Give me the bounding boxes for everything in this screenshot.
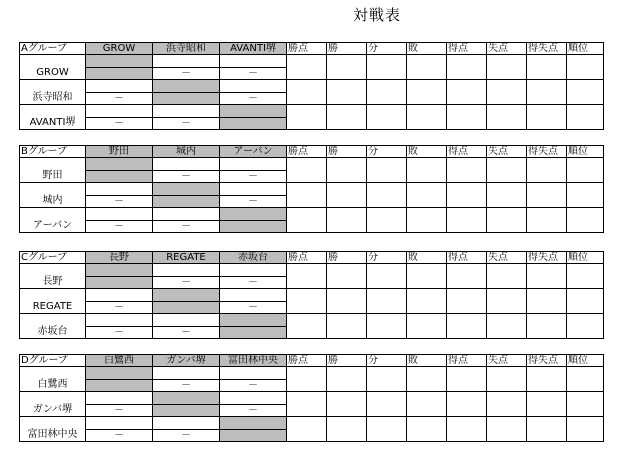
self-match-cell bbox=[220, 327, 287, 339]
stat-cell bbox=[567, 208, 604, 233]
stat-cell bbox=[487, 314, 527, 339]
team-row bbox=[20, 367, 604, 380]
self-match-cell bbox=[86, 55, 153, 68]
stat-cell bbox=[287, 392, 327, 417]
column-team-name: REGATE bbox=[153, 252, 220, 264]
self-match-cell bbox=[86, 158, 153, 171]
stat-cell bbox=[367, 105, 407, 130]
stat-cell bbox=[367, 314, 407, 339]
team-row bbox=[20, 392, 604, 405]
stat-cell bbox=[407, 264, 447, 289]
stat-header: 勝点 bbox=[287, 146, 327, 158]
score-dash: － bbox=[220, 405, 287, 417]
stat-cell bbox=[287, 208, 327, 233]
self-match-cell bbox=[153, 80, 220, 93]
stat-cell bbox=[487, 105, 527, 130]
stat-header: 勝点 bbox=[287, 43, 327, 55]
group-table bbox=[19, 42, 604, 130]
column-team-name: 白鷺西 bbox=[86, 355, 153, 367]
stat-cell bbox=[327, 208, 367, 233]
stat-header: 分 bbox=[367, 43, 407, 55]
stat-cell bbox=[447, 183, 487, 208]
stat-cell bbox=[527, 367, 567, 392]
stat-cell bbox=[407, 80, 447, 105]
self-match-cell bbox=[86, 277, 153, 289]
stat-header: 敗 bbox=[407, 355, 447, 367]
stat-cell bbox=[327, 289, 367, 314]
group-header-row bbox=[20, 43, 604, 55]
score-cell bbox=[153, 208, 220, 221]
self-match-cell bbox=[153, 289, 220, 302]
score-dash: － bbox=[220, 171, 287, 183]
stat-cell bbox=[567, 367, 604, 392]
row-team-name: 白鷺西 bbox=[20, 367, 86, 392]
score-dash: － bbox=[86, 93, 153, 105]
score-dash: － bbox=[153, 68, 220, 80]
title-area bbox=[0, 0, 621, 30]
score-cell bbox=[220, 80, 287, 93]
stat-header: 勝点 bbox=[287, 355, 327, 367]
score-cell bbox=[153, 417, 220, 430]
stat-header: 得点 bbox=[447, 355, 487, 367]
row-team-name: 浜寺昭和 bbox=[20, 80, 86, 105]
row-team-name: GROW bbox=[20, 55, 86, 80]
stat-header: 失点 bbox=[487, 355, 527, 367]
stat-header: 敗 bbox=[407, 43, 447, 55]
team-row bbox=[20, 208, 604, 221]
score-cell bbox=[220, 183, 287, 196]
stat-cell bbox=[527, 183, 567, 208]
score-dash: － bbox=[153, 277, 220, 289]
stat-cell bbox=[447, 264, 487, 289]
score-dash: － bbox=[86, 221, 153, 233]
stat-cell bbox=[527, 80, 567, 105]
score-cell bbox=[153, 264, 220, 277]
stat-cell bbox=[447, 367, 487, 392]
score-dash: － bbox=[220, 93, 287, 105]
stat-cell bbox=[287, 158, 327, 183]
stat-cell bbox=[487, 208, 527, 233]
score-dash: － bbox=[153, 327, 220, 339]
stat-cell bbox=[567, 314, 604, 339]
stat-header: 敗 bbox=[407, 252, 447, 264]
stat-header: 勝 bbox=[327, 252, 367, 264]
score-dash: － bbox=[153, 171, 220, 183]
group-label: Bグループ bbox=[20, 146, 86, 158]
row-team-name: 城内 bbox=[20, 183, 86, 208]
stat-cell bbox=[447, 158, 487, 183]
column-team-name: 赤坂台 bbox=[220, 252, 287, 264]
stat-header: 得失点 bbox=[527, 252, 567, 264]
self-match-cell bbox=[86, 264, 153, 277]
self-match-cell bbox=[153, 392, 220, 405]
stat-cell bbox=[527, 208, 567, 233]
stat-cell bbox=[527, 264, 567, 289]
stat-cell bbox=[327, 80, 367, 105]
self-match-cell bbox=[220, 221, 287, 233]
stat-cell bbox=[527, 55, 567, 80]
self-match-cell bbox=[220, 430, 287, 442]
score-cell bbox=[86, 289, 153, 302]
self-match-cell bbox=[86, 367, 153, 380]
stat-cell bbox=[327, 105, 367, 130]
stat-cell bbox=[287, 417, 327, 442]
stat-header: 分 bbox=[367, 355, 407, 367]
team-row bbox=[20, 289, 604, 302]
column-team-name: 長野 bbox=[86, 252, 153, 264]
self-match-cell bbox=[86, 68, 153, 80]
stat-cell bbox=[487, 55, 527, 80]
team-row bbox=[20, 417, 604, 430]
stat-cell bbox=[487, 367, 527, 392]
stat-cell bbox=[327, 55, 367, 80]
stat-cell bbox=[327, 392, 367, 417]
stat-cell bbox=[527, 314, 567, 339]
stat-header: 失点 bbox=[487, 43, 527, 55]
stat-header: 勝 bbox=[327, 146, 367, 158]
score-cell bbox=[153, 158, 220, 171]
score-cell bbox=[153, 367, 220, 380]
row-team-name: 赤坂台 bbox=[20, 314, 86, 339]
column-team-name: 城内 bbox=[153, 146, 220, 158]
team-row bbox=[20, 158, 604, 171]
column-team-name: GROW bbox=[86, 43, 153, 55]
stat-cell bbox=[447, 289, 487, 314]
score-dash: － bbox=[153, 221, 220, 233]
stat-cell bbox=[367, 417, 407, 442]
stat-cell bbox=[567, 105, 604, 130]
score-cell bbox=[220, 392, 287, 405]
stat-header: 得点 bbox=[447, 146, 487, 158]
stat-cell bbox=[447, 80, 487, 105]
team-row bbox=[20, 105, 604, 118]
stat-cell bbox=[287, 314, 327, 339]
team-row bbox=[20, 183, 604, 196]
score-dash: － bbox=[220, 380, 287, 392]
score-dash: － bbox=[86, 430, 153, 442]
stat-cell bbox=[447, 314, 487, 339]
stat-cell bbox=[487, 289, 527, 314]
score-dash: － bbox=[220, 68, 287, 80]
stat-cell bbox=[287, 264, 327, 289]
stat-cell bbox=[407, 417, 447, 442]
row-team-name: ガンバ堺 bbox=[20, 392, 86, 417]
self-match-cell bbox=[153, 405, 220, 417]
stat-cell bbox=[487, 264, 527, 289]
stat-cell bbox=[527, 417, 567, 442]
score-dash: － bbox=[153, 380, 220, 392]
stat-cell bbox=[567, 289, 604, 314]
score-cell bbox=[86, 208, 153, 221]
self-match-cell bbox=[153, 302, 220, 314]
group-header-row bbox=[20, 146, 604, 158]
stat-cell bbox=[487, 392, 527, 417]
stat-cell bbox=[327, 314, 367, 339]
stat-header: 得失点 bbox=[527, 355, 567, 367]
stat-cell bbox=[287, 289, 327, 314]
stat-cell bbox=[567, 392, 604, 417]
stat-cell bbox=[367, 264, 407, 289]
score-dash: － bbox=[220, 196, 287, 208]
self-match-cell bbox=[220, 208, 287, 221]
column-team-name: 浜寺昭和 bbox=[153, 43, 220, 55]
self-match-cell bbox=[220, 314, 287, 327]
stat-cell bbox=[287, 55, 327, 80]
row-team-name: アーバン bbox=[20, 208, 86, 233]
self-match-cell bbox=[220, 118, 287, 130]
self-match-cell bbox=[153, 196, 220, 208]
stat-cell bbox=[527, 392, 567, 417]
self-match-cell bbox=[86, 380, 153, 392]
stat-cell bbox=[487, 417, 527, 442]
stat-cell bbox=[367, 367, 407, 392]
stat-header: 順位 bbox=[567, 43, 604, 55]
stat-cell bbox=[447, 105, 487, 130]
row-team-name: 野田 bbox=[20, 158, 86, 183]
stat-header: 敗 bbox=[407, 146, 447, 158]
stat-header: 得点 bbox=[447, 43, 487, 55]
group-header-row bbox=[20, 355, 604, 367]
stat-cell bbox=[407, 289, 447, 314]
stat-cell bbox=[367, 55, 407, 80]
group-label: Aグループ bbox=[20, 43, 86, 55]
score-cell bbox=[86, 314, 153, 327]
stat-header: 順位 bbox=[567, 252, 604, 264]
stat-header: 順位 bbox=[567, 146, 604, 158]
stat-header: 勝点 bbox=[287, 252, 327, 264]
score-dash: － bbox=[220, 302, 287, 314]
score-cell bbox=[86, 392, 153, 405]
score-cell bbox=[86, 80, 153, 93]
score-dash: － bbox=[86, 405, 153, 417]
group-table bbox=[19, 145, 604, 233]
stat-cell bbox=[367, 289, 407, 314]
stat-cell bbox=[487, 158, 527, 183]
stat-cell bbox=[567, 264, 604, 289]
score-dash: － bbox=[86, 327, 153, 339]
stat-header: 失点 bbox=[487, 146, 527, 158]
stat-header: 得点 bbox=[447, 252, 487, 264]
stat-cell bbox=[487, 183, 527, 208]
stat-cell bbox=[447, 417, 487, 442]
team-row bbox=[20, 80, 604, 93]
stat-cell bbox=[287, 80, 327, 105]
stat-cell bbox=[327, 417, 367, 442]
score-dash: － bbox=[153, 430, 220, 442]
stat-cell bbox=[327, 183, 367, 208]
stat-cell bbox=[407, 314, 447, 339]
stat-cell bbox=[407, 367, 447, 392]
stat-cell bbox=[367, 392, 407, 417]
stat-header: 勝 bbox=[327, 43, 367, 55]
stat-cell bbox=[407, 55, 447, 80]
score-cell bbox=[86, 183, 153, 196]
stat-cell bbox=[447, 55, 487, 80]
stat-cell bbox=[487, 80, 527, 105]
stat-header: 勝 bbox=[327, 355, 367, 367]
stat-cell bbox=[367, 80, 407, 105]
stat-header: 分 bbox=[367, 252, 407, 264]
stat-header: 得失点 bbox=[527, 146, 567, 158]
score-dash: － bbox=[86, 302, 153, 314]
stat-cell bbox=[367, 183, 407, 208]
stat-cell bbox=[407, 105, 447, 130]
column-team-name: ガンバ堺 bbox=[153, 355, 220, 367]
score-cell bbox=[86, 105, 153, 118]
group-label: Dグループ bbox=[20, 355, 86, 367]
self-match-cell bbox=[153, 93, 220, 105]
column-team-name: 富田林中央 bbox=[220, 355, 287, 367]
score-dash: － bbox=[153, 118, 220, 130]
stat-header: 失点 bbox=[487, 252, 527, 264]
team-row bbox=[20, 314, 604, 327]
stat-cell bbox=[367, 208, 407, 233]
score-cell bbox=[220, 55, 287, 68]
column-team-name: AVANTI堺 bbox=[220, 43, 287, 55]
self-match-cell bbox=[220, 105, 287, 118]
score-dash: － bbox=[86, 196, 153, 208]
row-team-name: 長野 bbox=[20, 264, 86, 289]
row-team-name: 富田林中央 bbox=[20, 417, 86, 442]
stat-header: 順位 bbox=[567, 355, 604, 367]
stat-cell bbox=[527, 289, 567, 314]
stat-cell bbox=[287, 105, 327, 130]
score-cell bbox=[220, 264, 287, 277]
score-cell bbox=[220, 367, 287, 380]
stat-cell bbox=[407, 158, 447, 183]
row-team-name: REGATE bbox=[20, 289, 86, 314]
stat-cell bbox=[567, 158, 604, 183]
stat-cell bbox=[567, 183, 604, 208]
stat-cell bbox=[287, 183, 327, 208]
stat-cell bbox=[327, 264, 367, 289]
group-header-row bbox=[20, 252, 604, 264]
stat-cell bbox=[447, 392, 487, 417]
column-team-name: アーバン bbox=[220, 146, 287, 158]
score-cell bbox=[153, 314, 220, 327]
stat-cell bbox=[567, 417, 604, 442]
self-match-cell bbox=[86, 171, 153, 183]
stat-cell bbox=[407, 392, 447, 417]
stat-cell bbox=[407, 183, 447, 208]
group-label: Cグループ bbox=[20, 252, 86, 264]
stat-cell bbox=[407, 208, 447, 233]
stat-cell bbox=[567, 80, 604, 105]
stat-cell bbox=[447, 208, 487, 233]
stat-header: 分 bbox=[367, 146, 407, 158]
stat-cell bbox=[327, 367, 367, 392]
group-table bbox=[19, 354, 604, 442]
score-dash: － bbox=[220, 277, 287, 289]
self-match-cell bbox=[220, 417, 287, 430]
self-match-cell bbox=[153, 183, 220, 196]
score-cell bbox=[153, 55, 220, 68]
stat-cell bbox=[287, 367, 327, 392]
team-row bbox=[20, 55, 604, 68]
stat-header: 得失点 bbox=[527, 43, 567, 55]
group-table bbox=[19, 251, 604, 339]
stat-cell bbox=[367, 158, 407, 183]
stat-cell bbox=[527, 158, 567, 183]
stat-cell bbox=[527, 105, 567, 130]
score-cell bbox=[86, 417, 153, 430]
score-cell bbox=[153, 105, 220, 118]
row-team-name: AVANTI堺 bbox=[20, 105, 86, 130]
score-dash: － bbox=[86, 118, 153, 130]
score-cell bbox=[220, 289, 287, 302]
stat-cell bbox=[567, 55, 604, 80]
score-cell bbox=[220, 158, 287, 171]
column-team-name: 野田 bbox=[86, 146, 153, 158]
stat-cell bbox=[327, 158, 367, 183]
page-title: 対戦表 bbox=[353, 6, 402, 24]
team-row bbox=[20, 264, 604, 277]
